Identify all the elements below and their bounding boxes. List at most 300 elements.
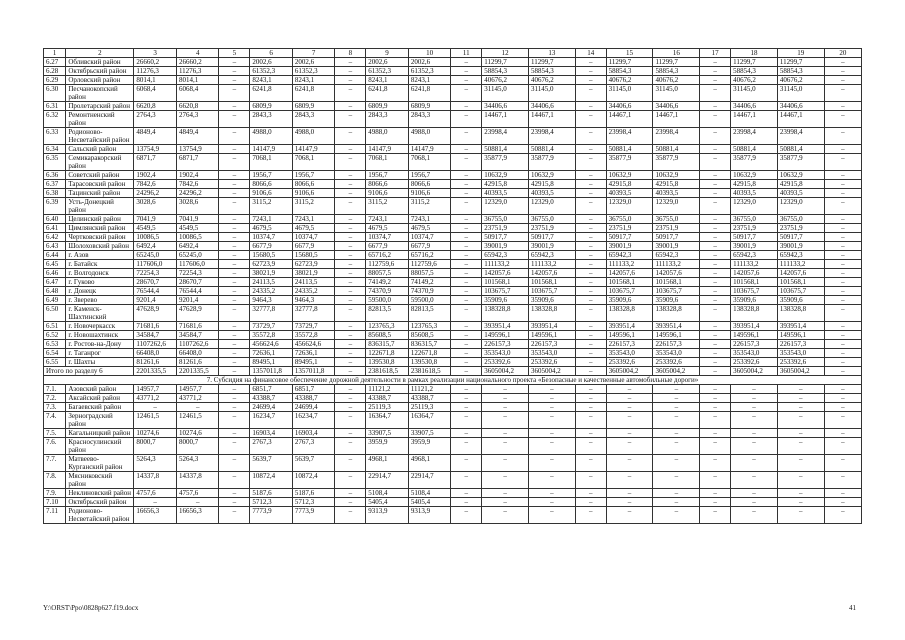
value-cell: 6068,4 bbox=[176, 85, 219, 102]
value-cell: – bbox=[731, 385, 778, 394]
value-cell: – bbox=[575, 455, 606, 472]
value-cell: – bbox=[575, 260, 606, 269]
value-cell: 85608,5 bbox=[366, 331, 409, 340]
value-cell: 1357011,8 bbox=[292, 367, 335, 376]
value-cell: 14957,7 bbox=[176, 385, 219, 394]
value-cell: – bbox=[575, 145, 606, 154]
value-cell: 1357011,8 bbox=[250, 367, 293, 376]
value-cell: – bbox=[575, 438, 606, 455]
value-cell: – bbox=[575, 242, 606, 251]
table-row bbox=[44, 269, 862, 278]
value-cell: 112759,6 bbox=[366, 260, 409, 269]
value-cell: 4757,6 bbox=[134, 489, 177, 498]
value-cell: 47628,9 bbox=[134, 305, 177, 322]
value-cell: 6620,8 bbox=[134, 102, 177, 111]
value-cell: 6492,4 bbox=[134, 242, 177, 251]
value-cell: – bbox=[575, 128, 606, 145]
value-cell: 2843,3 bbox=[408, 111, 451, 128]
value-cell: – bbox=[700, 102, 731, 111]
value-cell: 66408,0 bbox=[134, 349, 177, 358]
value-cell: 8243,1 bbox=[366, 76, 409, 85]
value-cell: 253392,6 bbox=[482, 358, 529, 367]
table-row bbox=[44, 287, 862, 296]
value-cell: 24113,5 bbox=[292, 278, 335, 287]
municipality-name: Песчанокопский район bbox=[66, 85, 134, 102]
value-cell: – bbox=[335, 472, 366, 489]
value-cell: 3605004,2 bbox=[731, 367, 778, 376]
value-cell: 142057,6 bbox=[653, 269, 700, 278]
value-cell: 6871,7 bbox=[134, 154, 177, 171]
value-cell: 10632,9 bbox=[653, 171, 700, 180]
municipality-name: Неклиновский район bbox=[66, 489, 134, 498]
value-cell: 1956,7 bbox=[250, 171, 293, 180]
value-cell: – bbox=[335, 260, 366, 269]
value-cell: 65942,3 bbox=[777, 251, 824, 260]
value-cell: 9106,6 bbox=[250, 189, 293, 198]
value-cell: 40676,2 bbox=[777, 76, 824, 85]
table-row bbox=[44, 76, 862, 85]
value-cell: – bbox=[824, 429, 861, 438]
value-cell: 16364,7 bbox=[366, 412, 409, 429]
value-cell: 12329,0 bbox=[653, 198, 700, 215]
value-cell: – bbox=[575, 58, 606, 67]
value-cell: – bbox=[700, 498, 731, 507]
value-cell: 393951,4 bbox=[653, 322, 700, 331]
value-cell: 11276,3 bbox=[134, 67, 177, 76]
value-cell: 34406,6 bbox=[731, 102, 778, 111]
value-cell: – bbox=[335, 296, 366, 305]
value-cell: 72254,3 bbox=[134, 269, 177, 278]
value-cell: – bbox=[575, 472, 606, 489]
municipality-name: Октябрьский район bbox=[66, 498, 134, 507]
value-cell: 31145,0 bbox=[606, 85, 653, 102]
value-cell: – bbox=[731, 394, 778, 403]
value-cell: – bbox=[529, 455, 576, 472]
value-cell: – bbox=[219, 331, 250, 340]
value-cell: – bbox=[575, 331, 606, 340]
value-cell: 39001,9 bbox=[777, 242, 824, 251]
value-cell: 25119,3 bbox=[366, 403, 409, 412]
value-cell: 8014,1 bbox=[134, 76, 177, 85]
value-cell: – bbox=[700, 111, 731, 128]
value-cell: – bbox=[700, 224, 731, 233]
value-cell: – bbox=[700, 233, 731, 242]
value-cell: – bbox=[575, 76, 606, 85]
table-row bbox=[44, 189, 862, 198]
value-cell: 149596,1 bbox=[606, 331, 653, 340]
table-row bbox=[44, 242, 862, 251]
value-cell: 43771,2 bbox=[134, 394, 177, 403]
value-cell: 89495,1 bbox=[292, 358, 335, 367]
column-number-cell: 12 bbox=[482, 49, 529, 58]
row-number: 6.40 bbox=[44, 215, 66, 224]
value-cell: 6871,7 bbox=[176, 154, 219, 171]
column-number-cell: 16 bbox=[653, 49, 700, 58]
column-number-row bbox=[44, 49, 862, 58]
table-row bbox=[44, 412, 862, 429]
value-cell: 9106,6 bbox=[292, 189, 335, 198]
value-cell: 2002,6 bbox=[292, 58, 335, 67]
value-cell: – bbox=[219, 507, 250, 524]
value-cell: – bbox=[653, 472, 700, 489]
value-cell: – bbox=[731, 403, 778, 412]
value-cell: 42915,8 bbox=[731, 180, 778, 189]
value-cell: 6241,8 bbox=[292, 85, 335, 102]
row-number: 6.41 bbox=[44, 224, 66, 233]
row-number: 6.53 bbox=[44, 340, 66, 349]
total-label: Итого по разделу 6 bbox=[44, 367, 134, 376]
value-cell: 40393,5 bbox=[731, 189, 778, 198]
value-cell: 1902,4 bbox=[134, 171, 177, 180]
value-cell: 58854,3 bbox=[777, 67, 824, 76]
value-cell: – bbox=[653, 498, 700, 507]
value-cell: 65245,0 bbox=[134, 251, 177, 260]
value-cell: 3115,2 bbox=[408, 198, 451, 215]
value-cell: – bbox=[700, 278, 731, 287]
value-cell: – bbox=[824, 322, 861, 331]
value-cell: – bbox=[700, 394, 731, 403]
value-cell: – bbox=[824, 260, 861, 269]
table-row bbox=[44, 429, 862, 438]
value-cell: 142057,6 bbox=[777, 269, 824, 278]
value-cell: 226157,3 bbox=[731, 340, 778, 349]
value-cell: 1107262,6 bbox=[134, 340, 177, 349]
value-cell: 10086,5 bbox=[176, 233, 219, 242]
value-cell: – bbox=[335, 189, 366, 198]
value-cell: 6809,9 bbox=[366, 102, 409, 111]
value-cell: – bbox=[824, 67, 861, 76]
value-cell: 34584,7 bbox=[176, 331, 219, 340]
row-number: 6.37 bbox=[44, 180, 66, 189]
value-cell: 73729,7 bbox=[250, 322, 293, 331]
value-cell: – bbox=[451, 358, 482, 367]
value-cell: 12329,0 bbox=[731, 198, 778, 215]
value-cell: 253392,6 bbox=[606, 358, 653, 367]
value-cell: 8243,1 bbox=[250, 76, 293, 85]
value-cell: 71681,6 bbox=[176, 322, 219, 331]
value-cell: – bbox=[777, 385, 824, 394]
value-cell: 3959,9 bbox=[366, 438, 409, 455]
row-number: 6.51 bbox=[44, 322, 66, 331]
row-number: 6.36 bbox=[44, 171, 66, 180]
municipality-name: Советский район bbox=[66, 171, 134, 180]
value-cell: – bbox=[219, 260, 250, 269]
value-cell: 2002,6 bbox=[408, 58, 451, 67]
value-cell: – bbox=[335, 145, 366, 154]
value-cell: – bbox=[606, 394, 653, 403]
value-cell: – bbox=[219, 171, 250, 180]
municipality-name: Цимлянский район bbox=[66, 224, 134, 233]
value-cell: 3605004,2 bbox=[606, 367, 653, 376]
table-row bbox=[44, 331, 862, 340]
value-cell: – bbox=[575, 305, 606, 322]
value-cell: 59500,0 bbox=[408, 296, 451, 305]
municipality-name: г. Каменск-Шахтинский bbox=[66, 305, 134, 322]
table-row bbox=[44, 145, 862, 154]
value-cell: – bbox=[653, 507, 700, 524]
value-cell: – bbox=[575, 367, 606, 376]
row-number: 7.11 bbox=[44, 507, 66, 524]
value-cell: 65942,3 bbox=[529, 251, 576, 260]
table-row bbox=[44, 358, 862, 367]
value-cell: 43388,7 bbox=[366, 394, 409, 403]
row-number: 7.9. bbox=[44, 489, 66, 498]
value-cell: – bbox=[451, 128, 482, 145]
value-cell: 32777,8 bbox=[292, 305, 335, 322]
value-cell: 6677,9 bbox=[366, 242, 409, 251]
value-cell: 226157,3 bbox=[653, 340, 700, 349]
value-cell: 10872,4 bbox=[292, 472, 335, 489]
value-cell: – bbox=[176, 498, 219, 507]
value-cell: 50881,4 bbox=[653, 145, 700, 154]
value-cell: 142057,6 bbox=[731, 269, 778, 278]
value-cell: 50881,4 bbox=[606, 145, 653, 154]
table-row bbox=[44, 305, 862, 322]
value-cell: 12329,0 bbox=[777, 198, 824, 215]
table-row bbox=[44, 498, 862, 507]
value-cell: – bbox=[824, 224, 861, 233]
value-cell: 11299,7 bbox=[606, 58, 653, 67]
value-cell: 6851,7 bbox=[250, 385, 293, 394]
value-cell: 34406,6 bbox=[653, 102, 700, 111]
value-cell: – bbox=[575, 385, 606, 394]
value-cell: – bbox=[335, 102, 366, 111]
value-cell: 74370,9 bbox=[366, 287, 409, 296]
value-cell: – bbox=[219, 198, 250, 215]
value-cell: 12461,5 bbox=[134, 412, 177, 429]
value-cell: – bbox=[575, 85, 606, 102]
value-cell: 101568,1 bbox=[731, 278, 778, 287]
value-cell: 28670,7 bbox=[134, 278, 177, 287]
value-cell: – bbox=[824, 455, 861, 472]
value-cell: – bbox=[575, 349, 606, 358]
value-cell: – bbox=[606, 455, 653, 472]
value-cell: – bbox=[575, 403, 606, 412]
value-cell: – bbox=[482, 385, 529, 394]
value-cell: 59500,0 bbox=[366, 296, 409, 305]
row-number: 6.27 bbox=[44, 58, 66, 67]
value-cell: – bbox=[451, 498, 482, 507]
row-number: 6.43 bbox=[44, 242, 66, 251]
value-cell: – bbox=[606, 438, 653, 455]
value-cell: 1107262,6 bbox=[176, 340, 219, 349]
value-cell: – bbox=[335, 412, 366, 429]
value-cell: 42915,8 bbox=[653, 180, 700, 189]
value-cell: 11121,2 bbox=[366, 385, 409, 394]
municipality-name: Шолоховский район bbox=[66, 242, 134, 251]
value-cell: 1956,7 bbox=[292, 171, 335, 180]
value-cell: – bbox=[824, 198, 861, 215]
value-cell: 253392,6 bbox=[529, 358, 576, 367]
value-cell: – bbox=[219, 489, 250, 498]
value-cell: 65716,2 bbox=[366, 251, 409, 260]
value-cell: 71681,6 bbox=[134, 322, 177, 331]
value-cell: – bbox=[824, 331, 861, 340]
value-cell: 72636,1 bbox=[292, 349, 335, 358]
value-cell: – bbox=[451, 367, 482, 376]
value-cell: 40393,5 bbox=[606, 189, 653, 198]
value-cell: – bbox=[575, 429, 606, 438]
value-cell: 138328,8 bbox=[777, 305, 824, 322]
value-cell: – bbox=[824, 102, 861, 111]
value-cell: – bbox=[529, 403, 576, 412]
value-cell: 74149,2 bbox=[408, 278, 451, 287]
value-cell: 4849,4 bbox=[134, 128, 177, 145]
value-cell: 10632,9 bbox=[482, 171, 529, 180]
value-cell: 10632,9 bbox=[777, 171, 824, 180]
value-cell: 103675,7 bbox=[529, 287, 576, 296]
value-cell: – bbox=[219, 367, 250, 376]
table-row bbox=[44, 438, 862, 455]
value-cell: – bbox=[451, 489, 482, 498]
value-cell: – bbox=[606, 403, 653, 412]
value-cell: – bbox=[219, 76, 250, 85]
row-number: 6.44 bbox=[44, 251, 66, 260]
footer-file-path: Y:\ORST\Ppo\0828p627.f19.docx bbox=[43, 604, 139, 612]
value-cell: 24699,4 bbox=[292, 403, 335, 412]
value-cell: 7842,6 bbox=[176, 180, 219, 189]
section-7-header-row bbox=[44, 376, 862, 385]
value-cell: 16903,4 bbox=[292, 429, 335, 438]
value-cell: 2767,3 bbox=[250, 438, 293, 455]
value-cell: – bbox=[606, 489, 653, 498]
value-cell: 14467,1 bbox=[482, 111, 529, 128]
value-cell: – bbox=[653, 403, 700, 412]
value-cell: – bbox=[606, 498, 653, 507]
value-cell: – bbox=[134, 403, 177, 412]
value-cell: 122671,8 bbox=[366, 349, 409, 358]
value-cell: – bbox=[824, 358, 861, 367]
value-cell: 142057,6 bbox=[482, 269, 529, 278]
value-cell: – bbox=[335, 367, 366, 376]
value-cell: 5712,3 bbox=[292, 498, 335, 507]
value-cell: – bbox=[219, 438, 250, 455]
value-cell: – bbox=[824, 403, 861, 412]
value-cell: 138328,8 bbox=[482, 305, 529, 322]
value-cell: 111133,2 bbox=[777, 260, 824, 269]
value-cell: – bbox=[777, 472, 824, 489]
value-cell: – bbox=[575, 224, 606, 233]
value-cell: – bbox=[700, 322, 731, 331]
value-cell: – bbox=[335, 269, 366, 278]
value-cell: – bbox=[219, 224, 250, 233]
value-cell: – bbox=[451, 67, 482, 76]
municipality-name: Азовский район bbox=[66, 385, 134, 394]
value-cell: 50881,4 bbox=[731, 145, 778, 154]
value-cell: 123765,3 bbox=[366, 322, 409, 331]
value-cell: 24113,5 bbox=[250, 278, 293, 287]
value-cell: – bbox=[451, 224, 482, 233]
column-number-cell: 9 bbox=[366, 49, 409, 58]
value-cell: 7041,9 bbox=[176, 215, 219, 224]
value-cell: – bbox=[824, 278, 861, 287]
value-cell: – bbox=[335, 331, 366, 340]
value-cell: – bbox=[335, 287, 366, 296]
value-cell: 8066,6 bbox=[250, 180, 293, 189]
value-cell: 3028,6 bbox=[176, 198, 219, 215]
value-cell: 35909,6 bbox=[482, 296, 529, 305]
value-cell: – bbox=[451, 76, 482, 85]
value-cell: – bbox=[731, 507, 778, 524]
municipality-name: г. Волгодонск bbox=[66, 269, 134, 278]
value-cell: 7773,9 bbox=[292, 507, 335, 524]
value-cell: – bbox=[824, 287, 861, 296]
value-cell: 2764,3 bbox=[134, 111, 177, 128]
value-cell: – bbox=[700, 403, 731, 412]
value-cell: 25119,3 bbox=[408, 403, 451, 412]
value-cell: 7068,1 bbox=[366, 154, 409, 171]
value-cell: 253392,6 bbox=[731, 358, 778, 367]
value-cell: 836315,7 bbox=[408, 340, 451, 349]
value-cell: – bbox=[700, 85, 731, 102]
value-cell: – bbox=[575, 340, 606, 349]
municipality-name: Чертковский район bbox=[66, 233, 134, 242]
value-cell: – bbox=[700, 455, 731, 472]
value-cell: 3028,6 bbox=[134, 198, 177, 215]
total-row bbox=[44, 367, 862, 376]
row-number: 7.5. bbox=[44, 429, 66, 438]
value-cell: – bbox=[529, 394, 576, 403]
value-cell: – bbox=[824, 305, 861, 322]
value-cell: – bbox=[575, 154, 606, 171]
table-row bbox=[44, 67, 862, 76]
table-row bbox=[44, 296, 862, 305]
value-cell: – bbox=[451, 242, 482, 251]
value-cell: 42915,8 bbox=[529, 180, 576, 189]
value-cell: 10632,9 bbox=[606, 171, 653, 180]
value-cell: 11299,7 bbox=[482, 58, 529, 67]
value-cell: 1902,4 bbox=[176, 171, 219, 180]
column-number-cell: 3 bbox=[134, 49, 177, 58]
value-cell: – bbox=[451, 438, 482, 455]
value-cell: – bbox=[575, 189, 606, 198]
value-cell: 4679,5 bbox=[408, 224, 451, 233]
value-cell: – bbox=[575, 394, 606, 403]
column-number-cell: 8 bbox=[335, 49, 366, 58]
value-cell: – bbox=[731, 489, 778, 498]
value-cell: 23751,9 bbox=[606, 224, 653, 233]
value-cell: – bbox=[335, 67, 366, 76]
value-cell: – bbox=[731, 412, 778, 429]
value-cell: 39001,9 bbox=[653, 242, 700, 251]
value-cell: 2381618,5 bbox=[408, 367, 451, 376]
value-cell: 14467,1 bbox=[731, 111, 778, 128]
value-cell: 65245,0 bbox=[176, 251, 219, 260]
value-cell: 14147,9 bbox=[366, 145, 409, 154]
value-cell: 226157,3 bbox=[529, 340, 576, 349]
value-cell: 10374,7 bbox=[408, 233, 451, 242]
value-cell: – bbox=[219, 180, 250, 189]
value-cell: – bbox=[335, 498, 366, 507]
value-cell: 35877,9 bbox=[777, 154, 824, 171]
value-cell: – bbox=[451, 269, 482, 278]
value-cell: – bbox=[700, 489, 731, 498]
value-cell: 6851,7 bbox=[292, 385, 335, 394]
value-cell: 5187,6 bbox=[292, 489, 335, 498]
value-cell: 6241,8 bbox=[408, 85, 451, 102]
value-cell: 2002,6 bbox=[366, 58, 409, 67]
value-cell: 393951,4 bbox=[777, 322, 824, 331]
value-cell: – bbox=[777, 429, 824, 438]
municipality-name: г. Таганрог bbox=[66, 349, 134, 358]
value-cell: – bbox=[700, 67, 731, 76]
value-cell: 35572,8 bbox=[250, 331, 293, 340]
value-cell: – bbox=[451, 331, 482, 340]
value-cell: – bbox=[482, 472, 529, 489]
value-cell: – bbox=[219, 455, 250, 472]
row-number: 6.52 bbox=[44, 331, 66, 340]
value-cell: 8066,6 bbox=[292, 180, 335, 189]
